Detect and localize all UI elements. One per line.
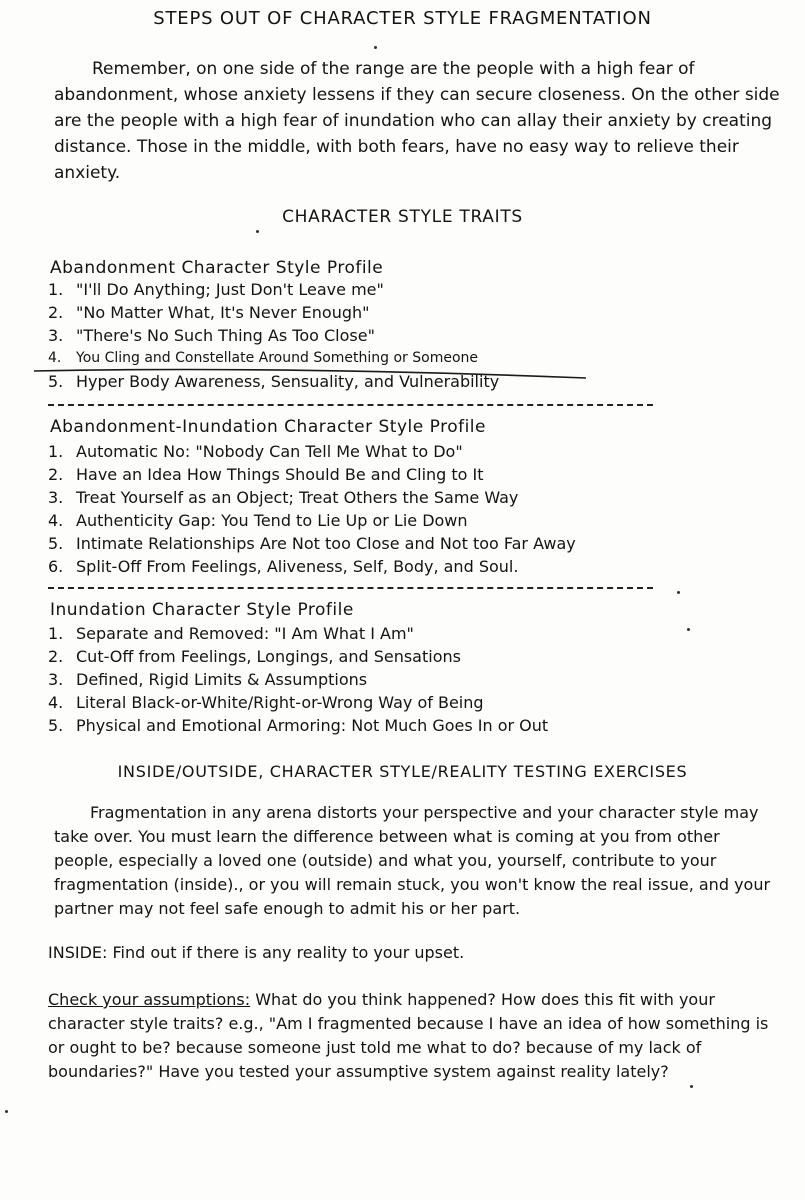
list-item: 3. "There's No Such Thing As Too Close" — [48, 326, 375, 345]
inside-instruction: INSIDE: Find out if there is any reality to your upset. — [48, 943, 465, 962]
list-item: 5. Physical and Emotional Armoring: Not Much Goes In or Out — [48, 716, 549, 735]
abandonment-profile-title: Abandonment Character Style Profile — [50, 258, 384, 278]
check-assumptions-paragraph — [48, 988, 778, 1084]
paper-speck — [374, 46, 377, 49]
list-item: 4. You Cling and Constellate Around Something or Someone — [48, 350, 479, 366]
list-item: 4. Authenticity Gap: You Tend to Lie Up or Lie Down — [48, 511, 468, 530]
paper-speck — [687, 628, 690, 631]
list-item: 2. Have an Idea How Things Should Be and Cling to It — [48, 465, 484, 484]
list-item: 4. Literal Black-or-White/Right-or-Wrong Way of Being — [48, 693, 484, 712]
list-item: 5. Intimate Relationships Are Not too Close and Not too Far Away — [48, 534, 576, 553]
paper-speck — [5, 1110, 8, 1113]
check-assumptions-text: What do you think happened? How does this fit with your character style traits? e.g., "Am I fragmented because I have an idea of how something is or ought to be? because someone just told me what to do? because of my lack of boundaries?" Have you tested your assumptive system against reality lately? — [48, 990, 769, 1081]
abandonment-inundation-trait-list — [48, 440, 576, 578]
intro-paragraph: Remember, on one side of the range are the people with a high fear of abandonment, whose anxiety lessens if they can secure closeness. On the other side are the people with a high fear of inundation who can allay their anxiety by creating distance. Those in the middle, with both fears, have no easy way to relieve their anxiety. — [54, 59, 780, 183]
list-item: 5. Hyper Body Awareness, Sensuality, and Vulnerability — [48, 372, 500, 391]
abandonment-inundation-profile-title: Abandonment-Inundation Character Style Profile — [50, 417, 486, 437]
list-item: 2. Cut-Off from Feelings, Longings, and Sensations — [48, 647, 461, 666]
list-item: 1. Separate and Removed: "I Am What I Am" — [48, 624, 414, 643]
check-assumptions-label: Check your assumptions: — [48, 990, 251, 1009]
exercises-paragraph: Fragmentation in any arena distorts your perspective and your character style may take over. You must learn the difference between what is coming at you from other people, especially a loved one (outside) and what you, yourself, contribute to your fragmentation (inside)., or you will remain stuck, you won't know the real issue, and your partner may not feel safe enough to admit his or her part. — [54, 803, 771, 918]
exercises-heading: INSIDE/OUTSIDE, CHARACTER STYLE/REALITY TESTING EXERCISES — [117, 762, 688, 781]
list-item: 2. "No Matter What, It's Never Enough" — [48, 303, 370, 322]
list-item: 3. Treat Yourself as an Object; Treat Others the Same Way — [48, 488, 519, 507]
list-item: 3. Defined, Rigid Limits & Assumptions — [48, 670, 368, 689]
dashed-divider — [48, 587, 653, 589]
list-item: 1. "I'll Do Anything; Just Don't Leave me" — [48, 280, 384, 299]
list-item: 1. Automatic No: "Nobody Can Tell Me What to Do" — [48, 442, 463, 461]
page-title: STEPS OUT OF CHARACTER STYLE FRAGMENTATION — [153, 8, 652, 29]
inundation-profile-title: Inundation Character Style Profile — [50, 600, 354, 620]
paper-speck — [256, 230, 259, 233]
paper-speck — [677, 591, 680, 594]
list-item: 6. Split-Off From Feelings, Aliveness, Self, Body, and Soul. — [48, 557, 519, 576]
paper-speck — [690, 1085, 693, 1088]
dashed-divider — [48, 404, 653, 406]
inundation-trait-list — [48, 622, 548, 737]
traits-heading: CHARACTER STYLE TRAITS — [282, 207, 523, 227]
